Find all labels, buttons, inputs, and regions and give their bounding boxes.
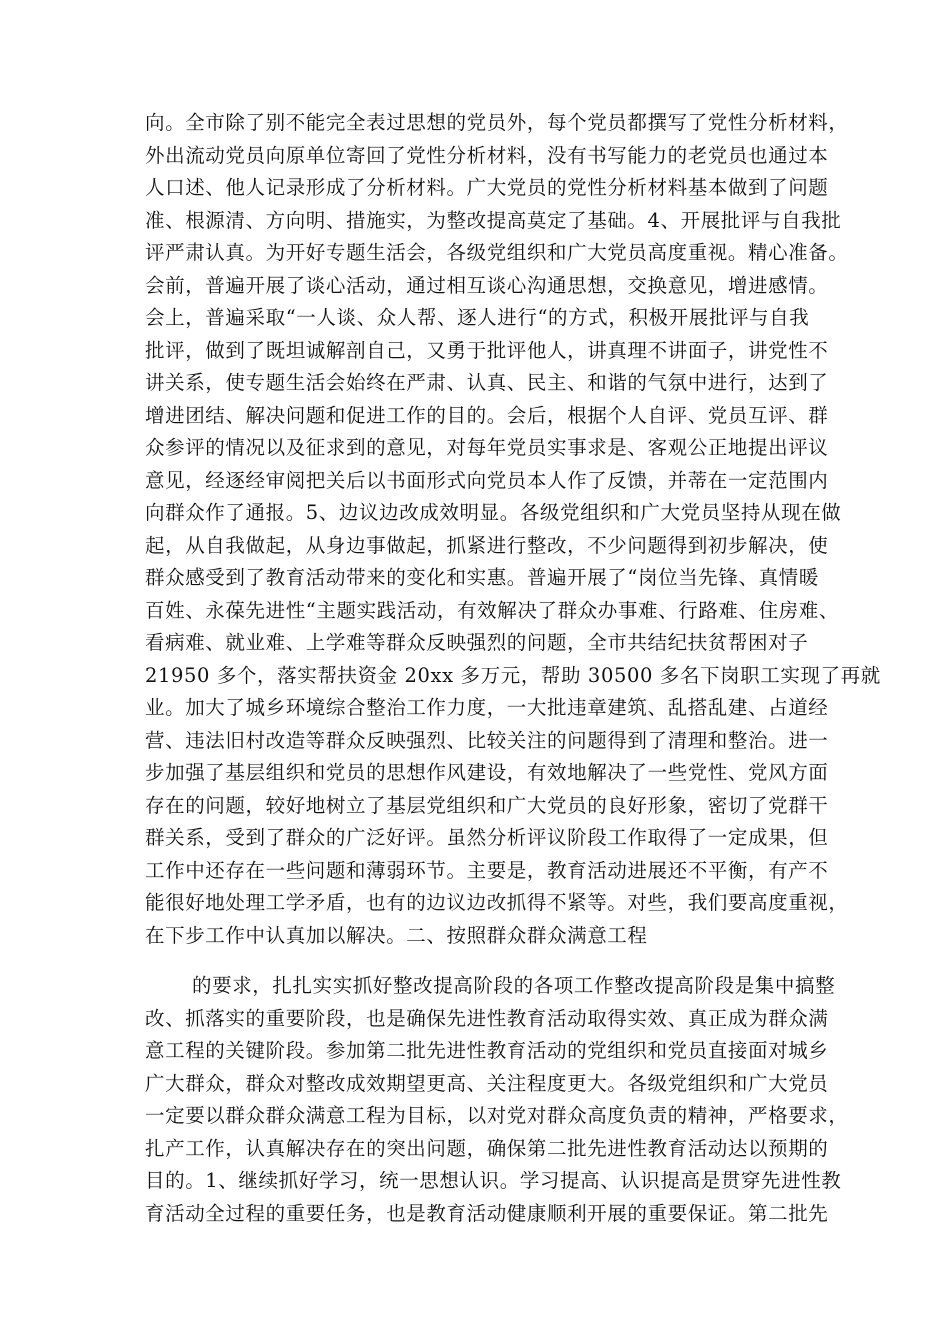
text-line: 21950 多个，落实帮扶资金 20xx 多万元，帮助 30500 多名下岗职工实现了再就	[145, 663, 881, 687]
text-line: 业。加大了城乡环境综合整治工作力度，一大批违章建筑、乱搭乱建、占道经	[145, 696, 829, 719]
text-line: 向。全市除了别不能完全表过思想的党员外，每个党员都撰写了党性分析材料，	[145, 111, 849, 134]
text-line: 准、根源清、方向明、措施实，为整改提高莫定了基础。4、开展批评与自我批	[145, 208, 842, 232]
text-line: 起，从自我做起，从身边事做起，抓紧进行整改，不少问题得到初步解决，使	[145, 533, 829, 557]
paragraph-2	[145, 970, 849, 1230]
text-line: 众参评的情况以及征求到的意见，对每年党员实事求是、客观公正地提出评议	[145, 436, 829, 459]
text-line: 百姓、永葆先进性“主题实践活动，有效解决了群众办事难、行路难、住房难、	[145, 598, 839, 622]
text-line: 讲关系，使专题生活会始终在严肃、认真、民主、和谐的气氛中进行，达到了	[145, 371, 829, 394]
text-line: 看病难、就业难、上学难等群众反映强烈的问题，全市共结纪扶贫帮困对子	[145, 631, 809, 654]
text-line: 增进团结、解决问题和促进工作的目的。会后，根据个人自评、党员互评、群	[145, 403, 829, 427]
text-line: 的要求，扎扎实实抓好整改提高阶段的各项工作整改提高阶段是集中搞整	[192, 974, 836, 997]
text-line: 会上，普遍采取“一人谈、众人帮、逐人进行“的方式，积极开展批评与自我	[145, 306, 810, 329]
text-line: 一定要以群众群众满意工程为目标，以对党对群众高度负责的精神，严格要求，	[145, 1104, 849, 1127]
text-line: 批评，做到了既坦诚解剖自己，又勇于批评他人，讲真理不讲面子，讲党性不	[145, 338, 829, 362]
text-line: 营、违法旧村改造等群众反映强烈、比较关注的问题得到了清理和整治。进一	[145, 728, 829, 752]
paragraph-1	[145, 107, 881, 952]
text-line: 步加强了基层组织和党员的思想作风建设，有效地解决了一些党性、党风方面	[145, 761, 829, 784]
text-line: 群关系，受到了群众的广泛好评。虽然分析评议阶段工作取得了一定成果，但	[145, 826, 829, 849]
text-line: 育活动全过程的重要任务，也是教育活动健康顺利开展的重要保证。第二批先	[145, 1201, 829, 1225]
text-line: 工作中还存在一些问题和薄弱环节。主要是，教育活动进展还不平衡，有产不	[145, 858, 829, 882]
text-line: 能很好地处理工学矛盾，也有的边议边改抓得不紧等。对些，我们要高度重视，	[145, 891, 849, 914]
text-line: 群众感受到了教育活动带来的变化和实惠。普遍开展了“岗位当先锋、真情暖	[145, 566, 819, 589]
text-line: 目的。1、继续抓好学习，统一思想认识。学习提高、认识提高是贯穿先进性教	[145, 1169, 842, 1192]
text-line: 意见，经逐经审阅把关后以书面形式向党员本人作了反馈，并蒂在一定范围内	[145, 468, 829, 492]
text-line: 会前，普遍开展了谈心活动，通过相互谈心沟通思想，交换意见，增进感情。	[145, 273, 829, 297]
text-line: 评严肃认真。为开好专题生活会，各级党组织和广大党员高度重视。精心准备。	[145, 241, 849, 264]
text-line: 向群众作了通报。5、边议边改成效明显。各级党组织和广大党员坚持从现在做	[145, 501, 842, 524]
text-line: 广大群众，群众对整改成效期望更高、关注程度更大。各级党组织和广大党员	[145, 1071, 829, 1095]
text-line: 外出流动党员向原单位寄回了党性分析材料，没有书写能力的老党员也通过本	[145, 143, 829, 167]
text-line: 在下步工作中认真加以解决。二、按照群众群众满意工程	[145, 923, 648, 947]
text-line: 改、抓落实的重要阶段，也是确保先进性教育活动取得实效、真正成为群众满	[145, 1006, 829, 1030]
text-line: 扎产工作，认真解决存在的突出问题，确保第二批先进性教育活动达以预期的	[145, 1136, 829, 1160]
text-line: 意工程的关键阶段。参加第二批先进性教育活动的党组织和党员直接面对城乡	[145, 1039, 829, 1062]
text-line: 存在的问题，较好地树立了基层党组织和广大党员的良好形象，密切了党群干	[145, 793, 829, 817]
text-line: 人口述、他人记录形成了分析材料。广大党员的党性分析材料基本做到了问题	[145, 176, 829, 199]
